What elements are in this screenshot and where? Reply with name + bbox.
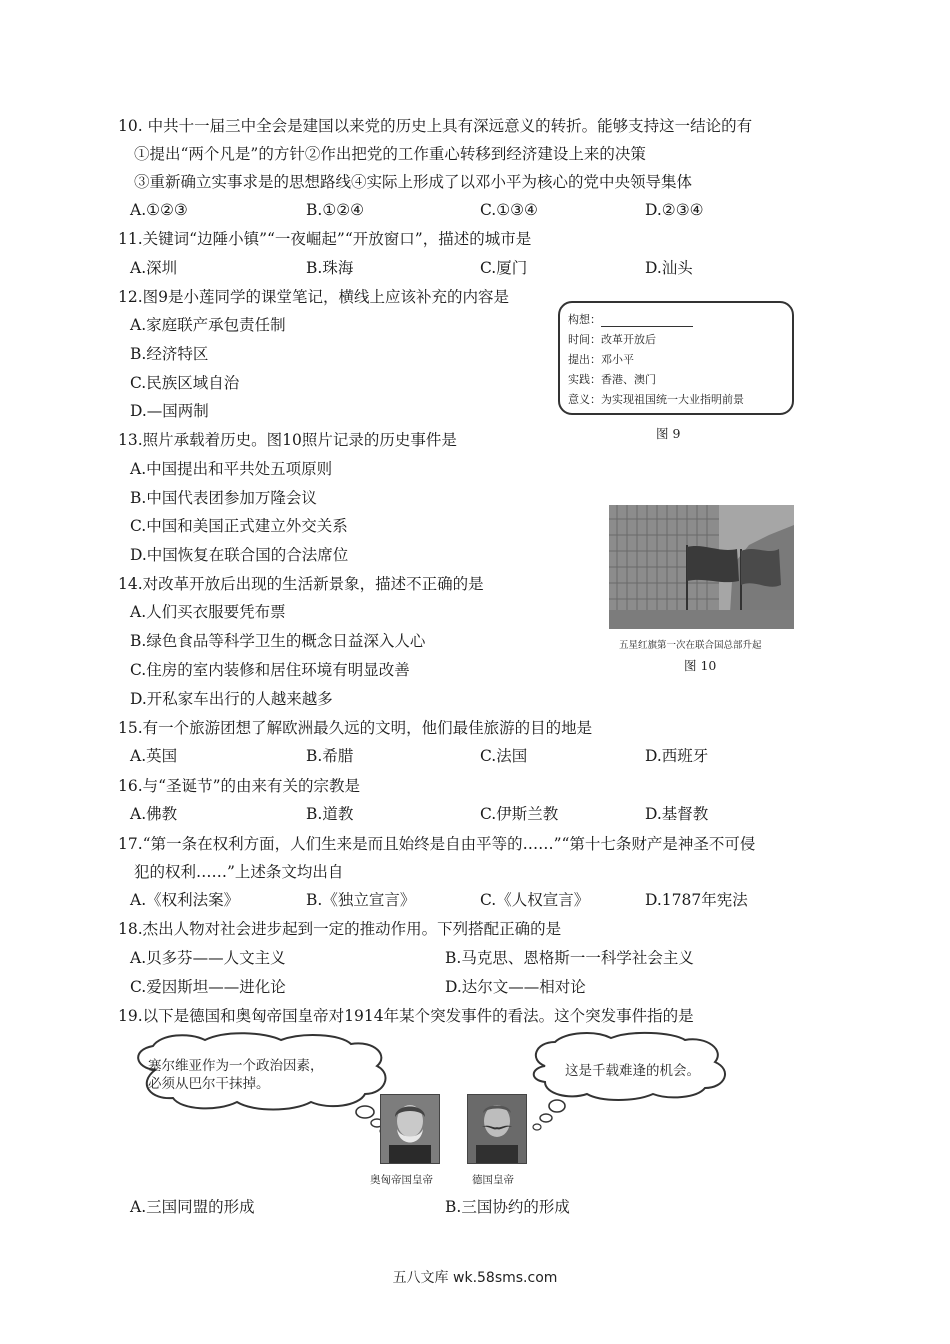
q19-option-b: B.三国协约的形成 <box>445 1198 570 1216</box>
q14-option-c: C.住房的室内装修和居住环境有明显改善 <box>130 661 410 679</box>
photo-caption: 五星红旗第一次在联合国总部升起 <box>619 640 762 651</box>
q10-sub1: ①提出“两个凡是”的方针②作出把党的工作重心转移到经济建设上来的决策 <box>134 145 646 163</box>
q11-option-d: D.汕头 <box>645 259 693 277</box>
q16-option-c: C.伊斯兰教 <box>480 805 559 823</box>
q12-stem: 12.图9是小莲同学的课堂笔记，横线上应该补充的内容是 <box>118 288 510 306</box>
q14-option-b: B.绿色食品等科学卫生的概念日益深入人心 <box>130 632 426 650</box>
q11-option-c: C.厦门 <box>480 259 528 277</box>
german-emperor-portrait <box>467 1094 527 1164</box>
q18-stem: 18.杰出人物对社会进步起到一定的推动作用。下列搭配正确的是 <box>118 920 562 938</box>
q14-option-a: A.人们买衣服要凭布票 <box>130 603 286 621</box>
thought-bubbles <box>125 1030 775 1165</box>
bubble-left-line2: 必须从巴尔干抹掉。 <box>148 1076 270 1092</box>
q17-stem-line2: 犯的权利……”上述条文均出自 <box>134 863 344 881</box>
q11-option-b: B.珠海 <box>306 259 354 277</box>
q12-option-b: B.经济特区 <box>130 345 209 363</box>
q10-stem: 10. 中共十一届三中全会是建国以来党的历史上具有深远意义的转折。能够支持这一结论的有 <box>118 117 753 135</box>
q19-option-a: A.三国同盟的形成 <box>130 1198 255 1216</box>
q10-option-b: B.①②④ <box>306 201 365 219</box>
q15-stem: 15.有一个旅游团想了解欧洲最久远的文明，他们最佳旅游的目的地是 <box>118 719 593 737</box>
q10-sub2: ③重新确立实事求是的思想路线④实际上形成了以邓小平为核心的党中央领导集体 <box>134 173 693 191</box>
note-blank <box>601 316 693 327</box>
q13-option-d: D.中国恢复在联合国的合法席位 <box>130 546 349 564</box>
note-line-practice: 实践：香港、澳门 <box>568 373 656 386</box>
q10-option-c: C.①③④ <box>480 201 538 219</box>
austria-hungary-emperor-portrait <box>380 1094 440 1164</box>
q12-option-a: A.家庭联产承包责任制 <box>130 316 286 334</box>
q18-option-b: B.马克思、恩格斯一一科学社会主义 <box>445 949 694 967</box>
q13-option-a: A.中国提出和平共处五项原则 <box>130 460 333 478</box>
note-line-concept: 构想： <box>568 311 693 327</box>
bubble-left-line1: 塞尔维亚作为一个政治因素， <box>148 1058 324 1074</box>
q18-option-d: D.达尔文——相对论 <box>445 978 586 996</box>
q17-option-d: D.1787年宪法 <box>645 891 748 909</box>
q15-option-b: B.希腊 <box>306 747 354 765</box>
q15-option-d: D.西班牙 <box>645 747 709 765</box>
q13-option-c: C.中国和美国正式建立外交关系 <box>130 517 348 535</box>
q18-option-c: C.爱因斯坦——进化论 <box>130 978 286 996</box>
q17-stem-line1: 17.“第一条在权利方面，人们生来是而且始终是自由平等的……”“第十七条财产是神圣不可侵 <box>118 835 756 853</box>
q13-stem: 13.照片承载着历史。图10照片记录的历史事件是 <box>118 431 457 449</box>
un-flag-photo-image <box>609 505 794 629</box>
q11-option-a: A.深圳 <box>130 259 178 277</box>
q16-option-b: B.道教 <box>306 805 354 823</box>
q16-option-d: D.基督教 <box>645 805 709 823</box>
q11-stem: 11.关键词“边陲小镇”“一夜崛起”“开放窗口”，描述的城市是 <box>118 230 532 248</box>
note-line-time: 时间：改革开放后 <box>568 333 656 346</box>
german-emperor-label: 德国皇帝 <box>472 1174 514 1186</box>
footer-watermark: 五八文库 wk.58sms.com <box>392 1270 558 1286</box>
q16-option-a: A.佛教 <box>130 805 178 823</box>
q16-stem: 16.与“圣诞节”的由来有关的宗教是 <box>118 777 360 795</box>
class-note-figure-9 <box>558 301 794 415</box>
q17-option-b: B.《独立宣言》 <box>306 891 416 909</box>
figure-9-caption: 图 9 <box>656 426 681 441</box>
q13-option-b: B.中国代表团参加万隆会议 <box>130 489 317 507</box>
q18-option-a: A.贝多芬——人文主义 <box>130 949 286 967</box>
q12-option-d: D.—国两制 <box>130 402 209 420</box>
bubble-right-text: 这是千载难逢的机会。 <box>565 1063 700 1079</box>
q19-stem: 19.以下是德国和奥匈帝国皇帝对1914年某个突发事件的看法。这个突发事件指的是 <box>118 1007 694 1025</box>
q17-option-a: A.《权利法案》 <box>130 891 240 909</box>
un-flag-photo <box>609 505 794 629</box>
q10-option-d: D.②③④ <box>645 201 704 219</box>
q17-option-c: C.《人权宣言》 <box>480 891 590 909</box>
q14-option-d: D.开私家车出行的人越来越多 <box>130 690 333 708</box>
q10-option-a: A.①②③ <box>130 201 188 219</box>
figure-10-caption: 图 10 <box>684 658 717 673</box>
q12-option-c: C.民族区域自治 <box>130 374 240 392</box>
austria-hungary-emperor-label: 奥匈帝国皇帝 <box>370 1174 433 1186</box>
q14-stem: 14.对改革开放后出现的生活新景象，描述不正确的是 <box>118 575 484 593</box>
q15-option-c: C.法国 <box>480 747 528 765</box>
note-line-proposer: 提出：邓小平 <box>568 353 634 366</box>
note-line-significance: 意义：为实现祖国统一大业指明前景 <box>568 393 744 406</box>
q15-option-a: A.英国 <box>130 747 178 765</box>
